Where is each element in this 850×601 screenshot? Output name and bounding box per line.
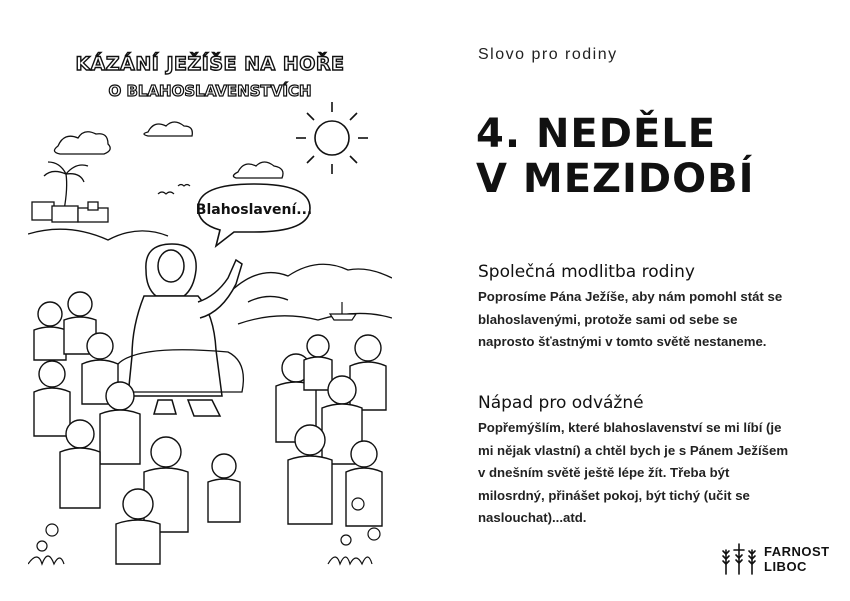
parish-logo: [720, 542, 830, 576]
logo-line1: FARNOST: [764, 544, 830, 559]
prayer-body: [478, 286, 818, 354]
speech-bubble-text: Blahoslavení...: [195, 202, 313, 218]
coloring-illustration: [28, 34, 392, 574]
page-title: [476, 112, 754, 202]
idea-heading: Nápad pro odvážné: [478, 393, 644, 413]
prayer-line: naprosto šťastnými v tomto světě nestaneme.: [478, 334, 767, 349]
idea-body: [478, 417, 818, 530]
eyebrow: Slovo pro rodiny: [478, 46, 618, 63]
title-line2: V MEZIDOBÍ: [476, 156, 755, 202]
idea-line: naslouchat)...atd.: [478, 510, 587, 525]
prayer-line: Poprosíme Pána Ježíše, aby nám pomohl stát se: [478, 289, 783, 304]
logo-line2: LIBOC: [764, 559, 807, 574]
idea-line: v dnešním světě ještě lépe žít. Třeba být: [478, 465, 730, 480]
idea-line: Popřemýšlím, které blahoslavenství se mi líbí (je: [478, 420, 782, 435]
title-line1: 4. NEDĚLE: [476, 111, 717, 157]
idea-line: mi nějak vlastní) a chtěl bych je s Pánem Ježíšem: [478, 442, 789, 458]
prayer-line: blahoslavenými, protože sami od sebe se: [478, 311, 738, 327]
illustration-title-line2: O BLAHOSLAVENSTVÍCH: [108, 82, 312, 100]
wheat-cross-icon: [720, 542, 758, 576]
prayer-heading: Společná modlitba rodiny: [478, 262, 695, 282]
idea-line: milosrdný, přinášet pokoj, být tichý (učit se: [478, 487, 750, 503]
illustration-title-line1: KÁZÁNÍ JEŽÍŠE NA HOŘE: [75, 53, 345, 75]
logo-text: [764, 544, 830, 574]
